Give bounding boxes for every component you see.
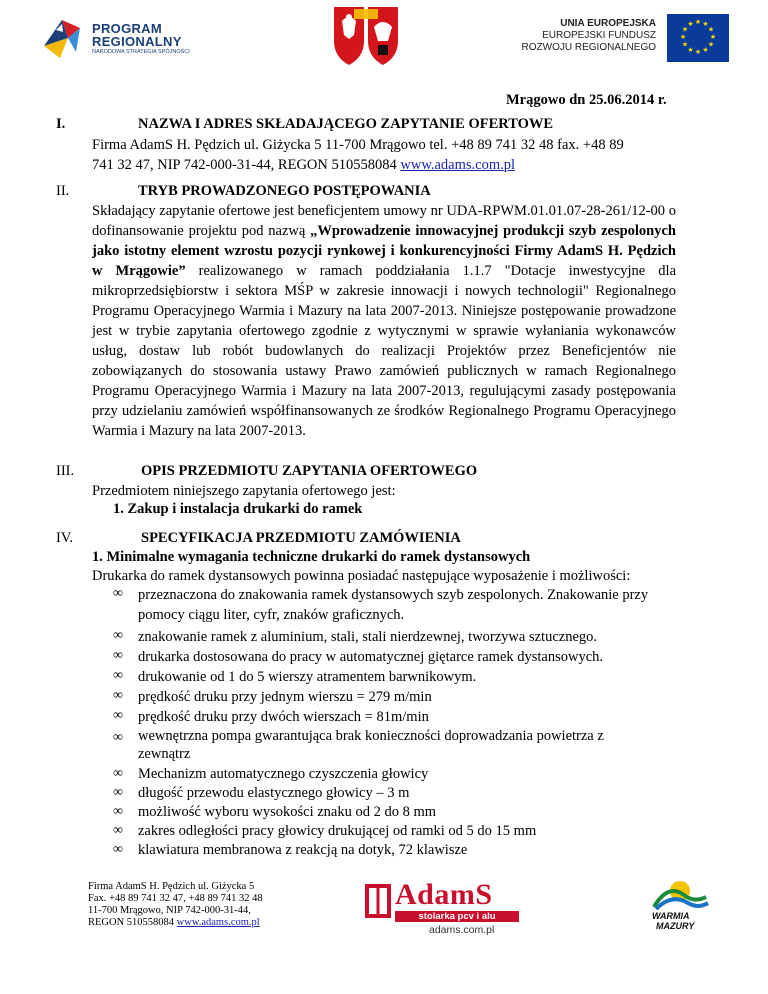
program-line3: NARODOWA STRATEGIA SPÓJNOŚCI <box>92 49 190 55</box>
spec-item: prędkość druku przy jednym wierszu = 279 m/min <box>138 689 432 705</box>
eu-stars-icon <box>667 14 729 62</box>
ue-line1: UNIA EUROPEJSKA <box>560 18 656 29</box>
section2-title: TRYB PROWADZONEGO POSTĘPOWANIA <box>138 183 431 199</box>
infinity-bullet-icon: ∞ <box>113 785 123 800</box>
spec-item: znakowanie ramek z aluminium, stali, stali nierdzewnej, tworzywa sztucznego. <box>138 629 598 645</box>
program-line1: PROGRAM <box>92 21 162 36</box>
section1-line2: 741 32 47, NIP 742-000-31-44, REGON 510558084 <box>92 157 401 173</box>
warmia-mazury-logo <box>640 877 720 935</box>
adams-tagline: stolarka pcv i alu <box>395 911 519 922</box>
footer-line3: 11-700 Mrągowo, NIP 742-000-31-44, <box>88 905 251 916</box>
warmia-mazury-crest <box>330 5 402 67</box>
adams-brand: AdamS <box>395 878 493 911</box>
section2-rest: realizowanego w ramach poddziałania 1.1.7 "Dotacje inwestycyjne dla mikroprzedsiębiorstw i sektora MŚP w zakresie innowacji i nowych technologii" Regionalnego Programu Operacyjnego Warmia i Mazury na lata 2007-2013. Niniejsze postępowanie prowadzone jest w trybie zapytania ofertowego zgodnie z wytycznymi w sprawie wyłaniania wykonawców usług, dostaw lub robót budowlanych do realizacji Projektów przez Beneficjentów nie zobowiązanych do stosowania ustawy Prawo zamówień publicznych w ramach Regionalnego Programu Operacyjnego Warmia i Mazury na lata 2007-2013, regulującymi zasady postępowania przy udzielaniu zamówień współfinansowanych ze środków Regionalnego Programu Operacyjnego Warmia i Mazury na lata 2007-2013. <box>92 263 677 439</box>
section4-number: IV. <box>56 530 74 546</box>
ue-line3: ROZWOJU REGIONALNEGO <box>521 42 656 53</box>
section3-title: OPIS PRZEDMIOTU ZAPYTANIA OFERTOWEGO <box>141 463 478 479</box>
svg-text:★: ★ <box>707 25 715 34</box>
section4-title: SPECYFIKACJA PRZEDMIOTU ZAMÓWIENIA <box>141 530 461 546</box>
section2-intro: Składający zapytanie ofertowe jest beneficjentem umowy nr UDA-RPWM.01.01.07-28-261/12-00 o dofinansowanie projektu pod nazwą <box>92 203 676 239</box>
section2-body <box>92 201 676 441</box>
svg-text:★: ★ <box>687 20 694 28</box>
section4-subtitle: 1. Minimalne wymagania techniczne drukarki do ramek dystansowych <box>92 549 531 565</box>
section1-body <box>92 135 692 175</box>
section3-item: 1. Zakup i instalacja drukarki do ramek <box>113 501 363 517</box>
coat-of-arms-icon <box>330 5 402 67</box>
section1-line1: Firma AdamS H. Pędzich ul. Giżycka 5 11-700 Mrągowo tel. +48 89 741 32 48 fax. +48 89 <box>92 137 624 153</box>
spec-item: klawiatura membranowa z reakcją na dotyk, 72 klawisze <box>138 842 468 858</box>
infinity-bullet-icon: ∞ <box>113 730 123 745</box>
spec-item: prędkość druku przy dwóch wierszach = 81m/min <box>138 709 429 725</box>
program-regionalny-logo <box>40 12 210 62</box>
eu-flag <box>667 14 729 62</box>
infinity-bullet-icon: ∞ <box>113 668 123 683</box>
infinity-bullet-icon: ∞ <box>113 648 123 663</box>
footer-line2: Fax. +48 89 741 32 47, +48 89 741 32 48 <box>88 893 263 904</box>
infinity-bullet-icon: ∞ <box>113 586 123 601</box>
project-title: „Wprowadzenie innowacyjnej produkcji szyb zespolonych jako istotny element wzrostu pozycji rynkowej i konkurencyjności Firmy AdamS H. Pędzich w Mrągowie” <box>92 223 676 279</box>
spec-item: wewnętrzna pompa gwarantująca brak konieczności doprowadzania powietrza z zewnątrz <box>138 728 604 762</box>
svg-text:★: ★ <box>709 33 717 41</box>
infinity-bullet-icon: ∞ <box>113 766 123 781</box>
section1-title: NAZWA I ADRES SKŁADAJĄCEGO ZAPYTANIE OFERTOWE <box>138 116 554 132</box>
svg-text:★: ★ <box>707 40 715 49</box>
infinity-bullet-icon: ∞ <box>113 708 123 723</box>
svg-text:★: ★ <box>702 20 709 28</box>
spec-item: długość przewodu elastycznego głowicy – 3 m <box>138 785 410 801</box>
svg-text:★: ★ <box>687 46 694 54</box>
spec-item: Mechanizm automatycznego czyszczenia głowicy <box>138 766 429 782</box>
infinity-bullet-icon: ∞ <box>113 842 123 857</box>
infinity-bullet-icon: ∞ <box>113 823 123 838</box>
spec-item: drukarka dostosowana do pracy w automatycznej giętarce ramek dystansowych. <box>138 649 604 665</box>
spec-item: zakres odległości pracy głowicy drukującej od ramki od 5 do 15 mm <box>138 823 537 839</box>
window-frame-icon <box>365 884 391 918</box>
footer-line1: Firma AdamS H. Pędzich ul. Giżycka 5 <box>88 881 255 892</box>
footer-website-link[interactable]: www.adams.com.pl <box>176 917 260 928</box>
ue-line2: EUROPEJSKI FUNDUSZ <box>542 30 656 41</box>
spec-item: przeznaczona do znakowania ramek dystansowych szyb zespolonych. Znakowanie przy pomocy ciągu liter, cyfr, znaków graficznych. <box>138 587 649 623</box>
section3-intro: Przedmiotem niniejszego zapytania ofertowego jest: <box>92 483 396 499</box>
program-line2: REGIONALNY <box>92 34 182 49</box>
adams-domain: adams.com.pl <box>429 924 495 936</box>
section1-number: I. <box>56 116 66 132</box>
company-website-link[interactable]: www.adams.com.pl <box>400 157 516 173</box>
svg-text:★: ★ <box>681 40 689 49</box>
section3-number: III. <box>56 463 75 479</box>
footer-line4: REGON 510558084 <box>88 917 177 928</box>
program-regionalny-emblem-icon <box>40 16 84 60</box>
svg-text:★: ★ <box>681 25 689 34</box>
sun-wave-icon <box>650 877 710 911</box>
infinity-bullet-icon: ∞ <box>113 804 123 819</box>
infinity-bullet-icon: ∞ <box>113 688 123 703</box>
svg-text:★: ★ <box>702 46 709 54</box>
document-date: Mrągowo dn 25.06.2014 r. <box>506 92 667 108</box>
warmia-line1: WARMIA <box>652 911 690 921</box>
footer-address <box>88 881 263 929</box>
section2-number: II. <box>56 183 70 199</box>
svg-text:★: ★ <box>694 18 702 26</box>
svg-text:★: ★ <box>694 48 702 56</box>
adams-logo <box>365 878 525 936</box>
warmia-line2: MAZURY <box>656 921 695 931</box>
section4-intro: Drukarka do ramek dystansowych powinna posiadać następujące wyposażenie i możliwości: <box>92 568 631 584</box>
svg-text:★: ★ <box>679 33 687 41</box>
eu-fund-text <box>500 18 656 54</box>
infinity-bullet-icon: ∞ <box>113 628 123 643</box>
spec-item: możliwość wyboru wysokości znaku od 2 do 8 mm <box>138 804 437 820</box>
spec-item: drukowanie od 1 do 5 wierszy atramentem barwnikowym. <box>138 669 477 685</box>
